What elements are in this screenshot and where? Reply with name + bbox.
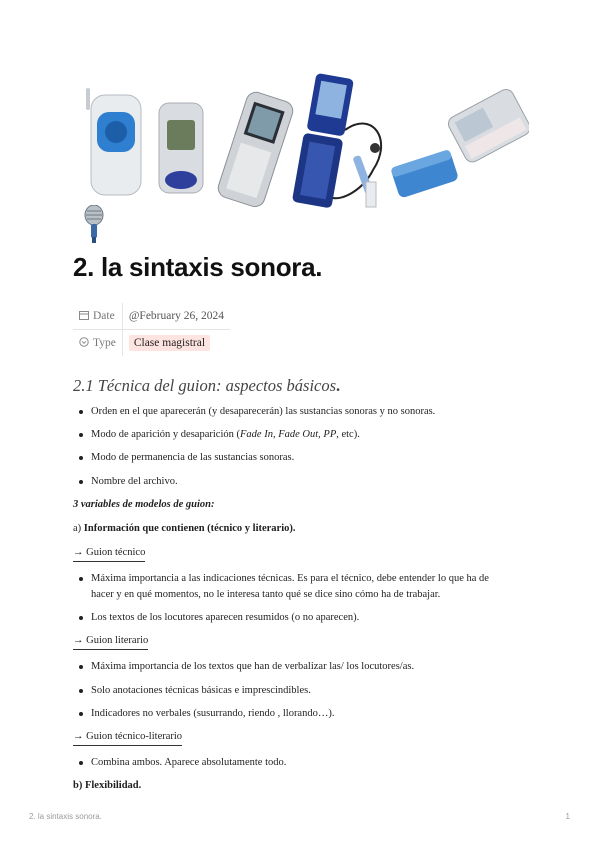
guion-literario-list bbox=[73, 659, 513, 721]
properties-table bbox=[73, 303, 230, 356]
list-item: Modo de aparición y desaparición (Fade In, Fade Out, PP, etc). bbox=[73, 427, 513, 442]
list-item: Indicadores no verbales (susurrando, riendo , llorando…). bbox=[73, 706, 513, 721]
microphone-icon bbox=[80, 205, 108, 245]
property-row-type bbox=[73, 330, 230, 357]
intro-list bbox=[73, 404, 513, 489]
section-heading: 2.1 Técnica del guion: aspectos básicos. bbox=[73, 376, 341, 395]
item-b: b) Flexibilidad. bbox=[73, 780, 142, 792]
property-row-date bbox=[73, 303, 230, 330]
select-icon bbox=[79, 337, 89, 347]
phone-compact-silver bbox=[159, 103, 203, 193]
guion-tecnico-link[interactable]: → Guion técnico bbox=[73, 545, 513, 562]
phone-flip-blue bbox=[86, 88, 141, 195]
list-item: Los textos de los locutores aparecen resumidos (o no aparecen). bbox=[73, 610, 513, 625]
calendar-icon bbox=[79, 310, 89, 320]
property-value-date[interactable]: @February 26, 2024 bbox=[122, 303, 230, 330]
footer-title: 2. la sintaxis sonora. bbox=[29, 812, 102, 821]
list-item: Orden en el que aparecerán (y desaparecerán) las sustancias sonoras y no sonoras. bbox=[73, 404, 513, 419]
type-tag[interactable]: Clase magistral bbox=[129, 335, 210, 351]
property-value-type[interactable] bbox=[122, 330, 230, 357]
list-item: Nombre del archivo. bbox=[73, 474, 513, 489]
list-item: Solo anotaciones técnicas básicas e imprescindibles. bbox=[73, 683, 513, 698]
property-name-date: Date bbox=[73, 303, 122, 330]
page-content bbox=[73, 374, 513, 803]
list-item: Modo de permanencia de las sustancias sonoras. bbox=[73, 450, 513, 465]
guion-literario-link[interactable]: → Guion literario bbox=[73, 633, 513, 650]
item-a: a) Información que contienen (técnico y literario). bbox=[73, 523, 296, 535]
property-name-type: Type bbox=[73, 330, 122, 357]
guion-mixto-list bbox=[73, 755, 513, 770]
page-title: 2. la sintaxis sonora. bbox=[73, 252, 323, 282]
list-item: Combina ambos. Aparece absolutamente todo. bbox=[73, 755, 513, 770]
guion-tecnico-list bbox=[73, 571, 513, 625]
list-item: Máxima importancia de los textos que han de verbalizar las/ los locutores/as. bbox=[73, 659, 513, 674]
footer-page-number: 1 bbox=[565, 812, 570, 821]
list-item: Máxima importancia a las indicaciones técnicas. Es para el técnico, debe entender lo que ha de hacer y en qué momentos, no le interesa tanto qué se dice sino cómo ha de trabajar. bbox=[73, 571, 513, 601]
cover-image bbox=[73, 70, 529, 228]
guion-mixto-link[interactable]: → Guion técnico-literario bbox=[73, 729, 513, 746]
phone-pager-blue bbox=[390, 149, 459, 199]
variables-title: 3 variables de modelos de guion: bbox=[73, 498, 215, 510]
phone-blue-flip bbox=[292, 73, 354, 209]
phone-qwerty bbox=[446, 87, 529, 165]
phone-candybar bbox=[216, 90, 296, 209]
